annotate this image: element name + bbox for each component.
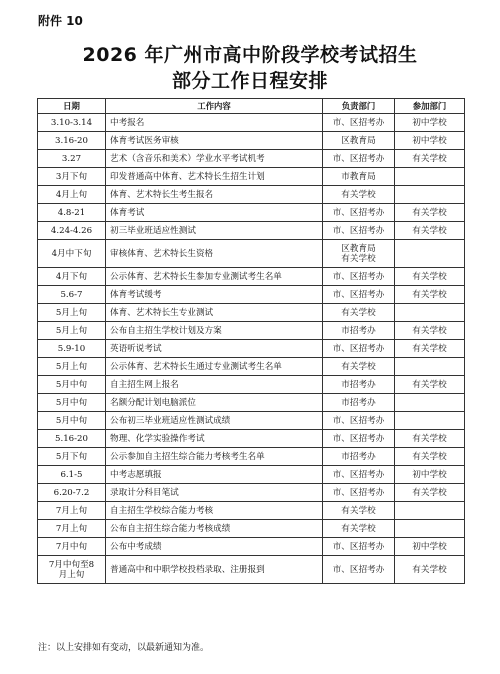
cell-dept: 市、区招考办 bbox=[323, 484, 395, 502]
cell-content: 体育考试 bbox=[106, 204, 323, 222]
cell-content: 体育考试医务审核 bbox=[106, 132, 323, 150]
cell-content: 英语听说考试 bbox=[106, 340, 323, 358]
cell-date: 5.9-10 bbox=[38, 340, 106, 358]
table-row bbox=[38, 376, 465, 394]
table-row bbox=[38, 322, 465, 340]
document-title-line2: 部分工作日程安排 bbox=[171, 70, 328, 92]
table-row bbox=[38, 222, 465, 240]
cell-date: 6.1-5 bbox=[38, 466, 106, 484]
table-row bbox=[38, 538, 465, 556]
cell-participants: 有关学校 bbox=[395, 268, 465, 286]
table-row bbox=[38, 114, 465, 132]
cell-content: 中考报名 bbox=[106, 114, 323, 132]
table-row bbox=[38, 132, 465, 150]
table-row bbox=[38, 466, 465, 484]
cell-dept: 市招考办 bbox=[323, 376, 395, 394]
cell-dept: 市、区招考办 bbox=[323, 538, 395, 556]
cell-date: 3月下旬 bbox=[38, 168, 106, 186]
cell-date: 7月中旬 bbox=[38, 538, 106, 556]
cell-date: 3.16-20 bbox=[38, 132, 106, 150]
cell-dept-line: 有关学校 bbox=[341, 253, 376, 264]
column-header-date: 日期 bbox=[38, 99, 106, 114]
cell-dept: 市招考办 bbox=[323, 322, 395, 340]
cell-date: 3.10-3.14 bbox=[38, 114, 106, 132]
cell-date: 4月下旬 bbox=[38, 268, 106, 286]
cell-participants: 初中学校 bbox=[395, 132, 465, 150]
table-row bbox=[38, 358, 465, 376]
cell-dept: 市、区招考办 bbox=[323, 430, 395, 448]
table-row bbox=[38, 502, 465, 520]
table-row bbox=[38, 520, 465, 538]
cell-content: 公示体育、艺术特长生参加专业测试考生名单 bbox=[106, 268, 323, 286]
cell-participants: 有关学校 bbox=[395, 322, 465, 340]
cell-dept: 有关学校 bbox=[323, 520, 395, 538]
cell-date: 5月中旬 bbox=[38, 412, 106, 430]
cell-dept: 市、区招考办 bbox=[323, 556, 395, 584]
cell-participants: 初中学校 bbox=[395, 114, 465, 132]
cell-dept: 市、区招考办 bbox=[323, 204, 395, 222]
cell-dept: 市招考办 bbox=[323, 448, 395, 466]
cell-date: 5.6-7 bbox=[38, 286, 106, 304]
cell-participants bbox=[395, 304, 465, 322]
cell-content: 初三毕业班适应性测试 bbox=[106, 222, 323, 240]
cell-dept: 市、区招考办 bbox=[323, 114, 395, 132]
cell-dept-line: 区教育局 bbox=[341, 243, 376, 254]
table-row bbox=[38, 286, 465, 304]
document-title-line1: 2026 年广州市高中阶段学校考试招生 bbox=[82, 44, 418, 66]
cell-date: 4月上旬 bbox=[38, 186, 106, 204]
cell-content: 公示参加自主招生综合能力考核考生名单 bbox=[106, 448, 323, 466]
cell-date: 5月中旬 bbox=[38, 394, 106, 412]
table-row bbox=[38, 186, 465, 204]
cell-dept: 区教育局 bbox=[323, 132, 395, 150]
cell-content: 公示体育、艺术特长生通过专业测试考生名单 bbox=[106, 358, 323, 376]
table-row bbox=[38, 304, 465, 322]
cell-content: 中考志愿填报 bbox=[106, 466, 323, 484]
cell-date: 4.24-4.26 bbox=[38, 222, 106, 240]
cell-dept: 市招考办 bbox=[323, 394, 395, 412]
table-row bbox=[38, 430, 465, 448]
cell-date-line: 月上旬 bbox=[58, 569, 85, 580]
schedule-table-body bbox=[38, 114, 465, 584]
cell-content: 体育、艺术特长生专业测试 bbox=[106, 304, 323, 322]
cell-content: 公布初三毕业班适应性测试成绩 bbox=[106, 412, 323, 430]
cell-date bbox=[38, 556, 106, 584]
table-row bbox=[38, 268, 465, 286]
attachment-label: 附件 10 bbox=[38, 14, 83, 28]
cell-dept: 有关学校 bbox=[323, 186, 395, 204]
cell-content: 印发普通高中体育、艺术特长生招生计划 bbox=[106, 168, 323, 186]
cell-content: 审核体育、艺术特长生资格 bbox=[106, 240, 323, 268]
schedule-table bbox=[37, 98, 465, 584]
cell-date: 7月上旬 bbox=[38, 520, 106, 538]
cell-dept: 有关学校 bbox=[323, 304, 395, 322]
cell-dept: 市、区招考办 bbox=[323, 268, 395, 286]
cell-participants: 初中学校 bbox=[395, 538, 465, 556]
cell-content: 普通高中和中职学校投档录取、注册报到 bbox=[106, 556, 323, 584]
cell-content: 艺术（含音乐和美术）学业水平考试机考 bbox=[106, 150, 323, 168]
table-row bbox=[38, 204, 465, 222]
cell-participants bbox=[395, 412, 465, 430]
cell-date: 5月中旬 bbox=[38, 376, 106, 394]
cell-content: 体育考试缓考 bbox=[106, 286, 323, 304]
cell-content: 自主招生网上报名 bbox=[106, 376, 323, 394]
cell-participants bbox=[395, 502, 465, 520]
cell-content: 物理、化学实验操作考试 bbox=[106, 430, 323, 448]
cell-participants: 有关学校 bbox=[395, 430, 465, 448]
cell-dept bbox=[323, 240, 395, 268]
cell-dept: 市、区招考办 bbox=[323, 286, 395, 304]
cell-dept: 市、区招考办 bbox=[323, 222, 395, 240]
cell-date: 4月中下旬 bbox=[38, 240, 106, 268]
cell-participants: 有关学校 bbox=[395, 376, 465, 394]
cell-content: 公布中考成绩 bbox=[106, 538, 323, 556]
cell-content: 录取计分科目笔试 bbox=[106, 484, 323, 502]
cell-participants: 初中学校 bbox=[395, 466, 465, 484]
cell-dept: 市、区招考办 bbox=[323, 150, 395, 168]
cell-participants bbox=[395, 394, 465, 412]
cell-content: 公布自主招生综合能力考核成绩 bbox=[106, 520, 323, 538]
column-header-content: 工作内容 bbox=[106, 99, 323, 114]
cell-participants bbox=[395, 358, 465, 376]
table-header-row bbox=[38, 99, 465, 114]
cell-participants bbox=[395, 520, 465, 538]
cell-date: 5月上旬 bbox=[38, 322, 106, 340]
cell-content: 自主招生学校综合能力考核 bbox=[106, 502, 323, 520]
cell-participants: 有关学校 bbox=[395, 150, 465, 168]
cell-participants bbox=[395, 186, 465, 204]
table-row bbox=[38, 484, 465, 502]
cell-date: 5月上旬 bbox=[38, 358, 106, 376]
cell-date: 3.27 bbox=[38, 150, 106, 168]
cell-date: 5月上旬 bbox=[38, 304, 106, 322]
table-row bbox=[38, 240, 465, 268]
cell-participants bbox=[395, 168, 465, 186]
cell-dept: 有关学校 bbox=[323, 358, 395, 376]
table-row bbox=[38, 556, 465, 584]
cell-date: 4.8-21 bbox=[38, 204, 106, 222]
cell-dept: 有关学校 bbox=[323, 502, 395, 520]
cell-date: 5月下旬 bbox=[38, 448, 106, 466]
table-row bbox=[38, 168, 465, 186]
cell-content: 体育、艺术特长生考生报名 bbox=[106, 186, 323, 204]
column-header-participants: 参加部门 bbox=[395, 99, 465, 114]
cell-participants: 有关学校 bbox=[395, 222, 465, 240]
cell-dept: 市教育局 bbox=[323, 168, 395, 186]
cell-participants: 有关学校 bbox=[395, 340, 465, 358]
table-row bbox=[38, 394, 465, 412]
cell-participants: 有关学校 bbox=[395, 204, 465, 222]
cell-dept: 市、区招考办 bbox=[323, 412, 395, 430]
cell-date: 7月上旬 bbox=[38, 502, 106, 520]
table-row bbox=[38, 340, 465, 358]
cell-content: 公布自主招生学校计划及方案 bbox=[106, 322, 323, 340]
footer-note: 注：以上安排如有变动，以最新通知为准。 bbox=[38, 643, 210, 653]
cell-date: 6.20-7.2 bbox=[38, 484, 106, 502]
cell-participants: 有关学校 bbox=[395, 448, 465, 466]
cell-participants: 有关学校 bbox=[395, 556, 465, 584]
cell-participants: 有关学校 bbox=[395, 484, 465, 502]
cell-date-line: 7月中旬至8 bbox=[48, 559, 95, 570]
cell-date: 5.16-20 bbox=[38, 430, 106, 448]
table-row bbox=[38, 150, 465, 168]
cell-dept: 市、区招考办 bbox=[323, 340, 395, 358]
column-header-dept: 负责部门 bbox=[323, 99, 395, 114]
cell-participants: 有关学校 bbox=[395, 286, 465, 304]
cell-dept: 市、区招考办 bbox=[323, 466, 395, 484]
cell-participants bbox=[395, 240, 465, 268]
cell-content: 名额分配计划电脑派位 bbox=[106, 394, 323, 412]
table-row bbox=[38, 448, 465, 466]
table-row bbox=[38, 412, 465, 430]
